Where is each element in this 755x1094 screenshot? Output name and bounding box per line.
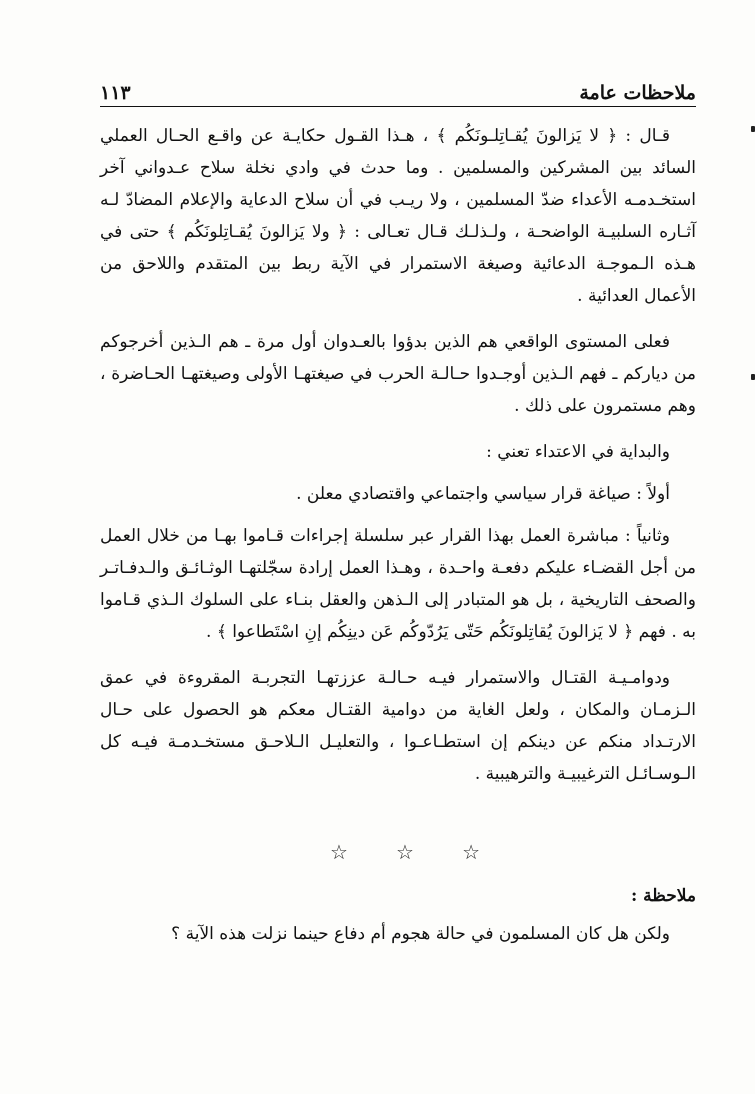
paragraph-2: فعلى المستوى الواقعي هم الذين بدؤوا بالعـدوان أول مرة ـ هم الـذين أخرجوكم من دياركم ـ فهم الـذين أوجـدوا حـالـة الحرب في صيغتهـا الأولى وصيغتهـا الحـاضرة ، وهم مستمرون على ذلك . [100, 332, 696, 416]
paragraph-4: أولاً : صياغة قرار سياسي واجتماعي واقتصادي معلن . [296, 484, 670, 504]
page-header [100, 72, 696, 104]
section-separator [330, 840, 480, 868]
scan-mark [751, 126, 755, 132]
star-icon: ☆ [462, 840, 480, 864]
star-icon: ☆ [330, 840, 348, 864]
page-body [100, 120, 696, 804]
paragraph-5: وثانياً : مباشرة العمل بهذا القرار عبر سلسلة إجراءات قـاموا بهـا من خلال العمل من أجل القضـاء عليكم دفعـة واحـدة ، وهـذا العمل إرادة سجّلتهـا الوثـائـق والـدفـاتـر والصحف التاريخية ، بل هو المتبادر إلى الـذهن والعقل بنـاء على السلوك الـذي قـاموا به . فهم ﴿ لا يَزالونَ يُقاتِلونَكُم حَتّى يَرُدّوكُم عَن دينِكُم إنِ اسْتَطاعوا ﴾ . [100, 526, 696, 642]
paragraph-1: قـال : ﴿ لا يَزالونَ يُقـاتِلـونَكُم ﴾ ، هـذا القـول حكايـة عن واقـع الحـال العملي السائد بين المشركين والمسلمين . وما حدث في وادي نخلة سلاح عـدواني آخر استخـدمـه الأعداء ضدّ المسلمين ، ولا ريـب في أن سلاح الدعاية والإعلام المضادّ لـه آثـاره السلبيـة الواضحـة ، ولـذلـك قـال تعـالى : ﴿ ولا يَزالونَ يُقـاتِلونَكُم ﴾ حتى في هـذه الـموجـة الدعائية وصيغة الاستمرار في الآية ربط بين المتقدم واللاحق من الأعمال العدائية . [100, 126, 696, 306]
page-number: ١١٣ [100, 82, 131, 104]
header-rule [100, 106, 696, 107]
scan-mark [751, 374, 755, 380]
paragraph-6: ودوامـيـة القتـال والاستمرار فيـه حـالـة عززتهـا التجربـة المقروءة في عمق الـزمـان والمكان ، ولعل الغاية من دوامية القتـال معكم هو الحصول على حـال الارتـداد منكم عن دينكم إن استطـاعـوا ، والتعليـل الـلاحـق مستخـدمـة فيـه كل الـوسـائـل الترغيبيـة والترهيبية . [100, 668, 696, 784]
note-heading: ملاحظة : [630, 886, 696, 906]
paragraph-3: والبداية في الاعتداء تعني : [486, 442, 670, 462]
note-text: ولكن هل كان المسلمون في حالة هجوم أم دفاع حينما نزلت هذه الآية ؟ [171, 924, 670, 944]
running-title: ملاحظات عامة [579, 82, 696, 104]
star-icon: ☆ [396, 840, 414, 864]
